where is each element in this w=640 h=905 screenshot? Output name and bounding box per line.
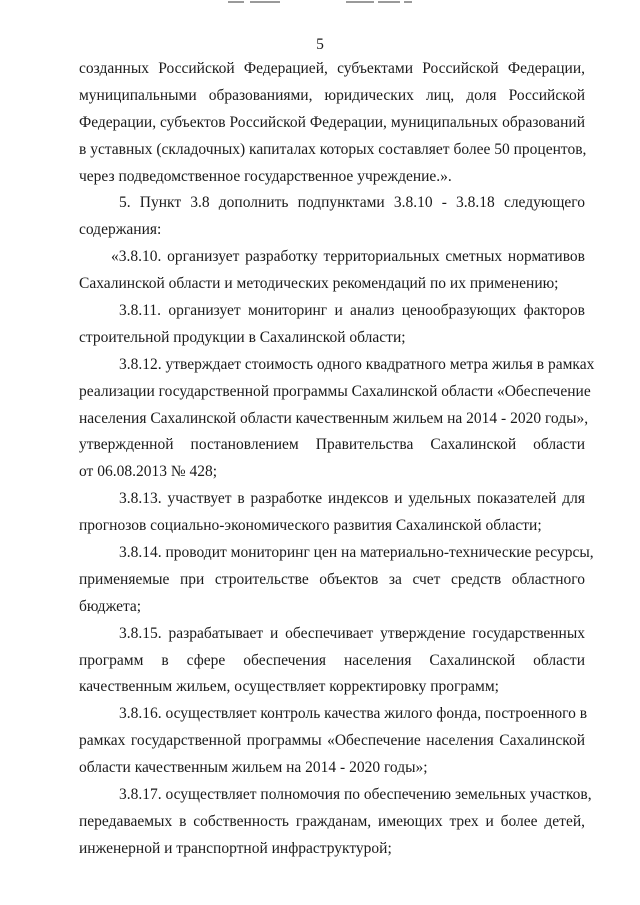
text-line: бюджета; — [79, 597, 142, 615]
text-line: 3.8.16. осуществляет контроль качества жилого фонда, построенного в — [119, 705, 588, 723]
text-line: «3.8.10. организует разработку территориальных сметных нормативов — [111, 248, 585, 266]
text-line: в уставных (складочных) капиталах которых составляет более 50 процентов, — [79, 140, 587, 158]
text-line: муниципальными образованиями, юридических лиц, доля Российской — [79, 86, 585, 104]
text-line: рамках государственной программы «Обеспечение населения Сахалинской — [79, 732, 585, 750]
text-line: населения Сахалинской области качественным жильем на 2014 - 2020 годы», — [79, 409, 589, 427]
text-line: 5. Пункт 3.8 дополнить подпунктами 3.8.10 - 3.8.18 следующего — [119, 194, 585, 212]
text-line: через подведомственное государственное учреждение.». — [79, 167, 452, 185]
text-line: качественным жильем, осуществляет корректировку программ; — [79, 678, 499, 696]
text-line: применяемые при строительстве объектов за счет средств областного — [79, 570, 585, 588]
text-line: от 06.08.2013 № 428; — [79, 463, 218, 481]
text-line: 3.8.15. разрабатывает и обеспечивает утверждение государственных — [119, 624, 585, 642]
text-line: содержания: — [79, 221, 162, 239]
scan-artifact-marks — [228, 0, 418, 6]
document-body — [79, 56, 595, 863]
text-line: прогнозов социально-экономического развития Сахалинской области; — [79, 517, 542, 535]
text-line: 3.8.14. проводит мониторинг цен на материально-технические ресурсы, — [119, 544, 594, 562]
text-line: Сахалинской области и методических рекомендаций по их применению; — [79, 275, 559, 293]
text-line: 3.8.13. участвует в разработке индексов и удельных показателей для — [119, 490, 585, 508]
text-line: 3.8.17. осуществляет полномочия по обеспечению земельных участков, — [119, 786, 592, 804]
text-line: 3.8.12. утверждает стоимость одного квадратного метра жилья в рамках — [119, 355, 595, 373]
text-line: инженерной и транспортной инфраструктурой; — [79, 839, 392, 857]
text-line: реализации государственной программы Сахалинской области «Обеспечение — [79, 382, 591, 400]
text-line: программ в сфере обеспечения населения Сахалинской области — [79, 651, 585, 669]
page-number: 5 — [316, 36, 324, 53]
text-line: строительной продукции в Сахалинской области; — [79, 328, 406, 346]
text-line: области качественным жильем на 2014 - 2020 годы»; — [79, 759, 428, 777]
text-line: Федерации, субъектов Российской Федерации, муниципальных образований — [79, 113, 585, 131]
text-line: утвержденной постановлением Правительства Сахалинской области — [79, 436, 585, 454]
text-line: 3.8.11. организует мониторинг и анализ ценообразующих факторов — [119, 302, 585, 320]
text-line: созданных Российской Федерацией, субъектами Российской Федерации, — [79, 60, 585, 77]
text-line: передаваемых в собственность гражданам, имеющих трех и более детей, — [79, 812, 585, 830]
